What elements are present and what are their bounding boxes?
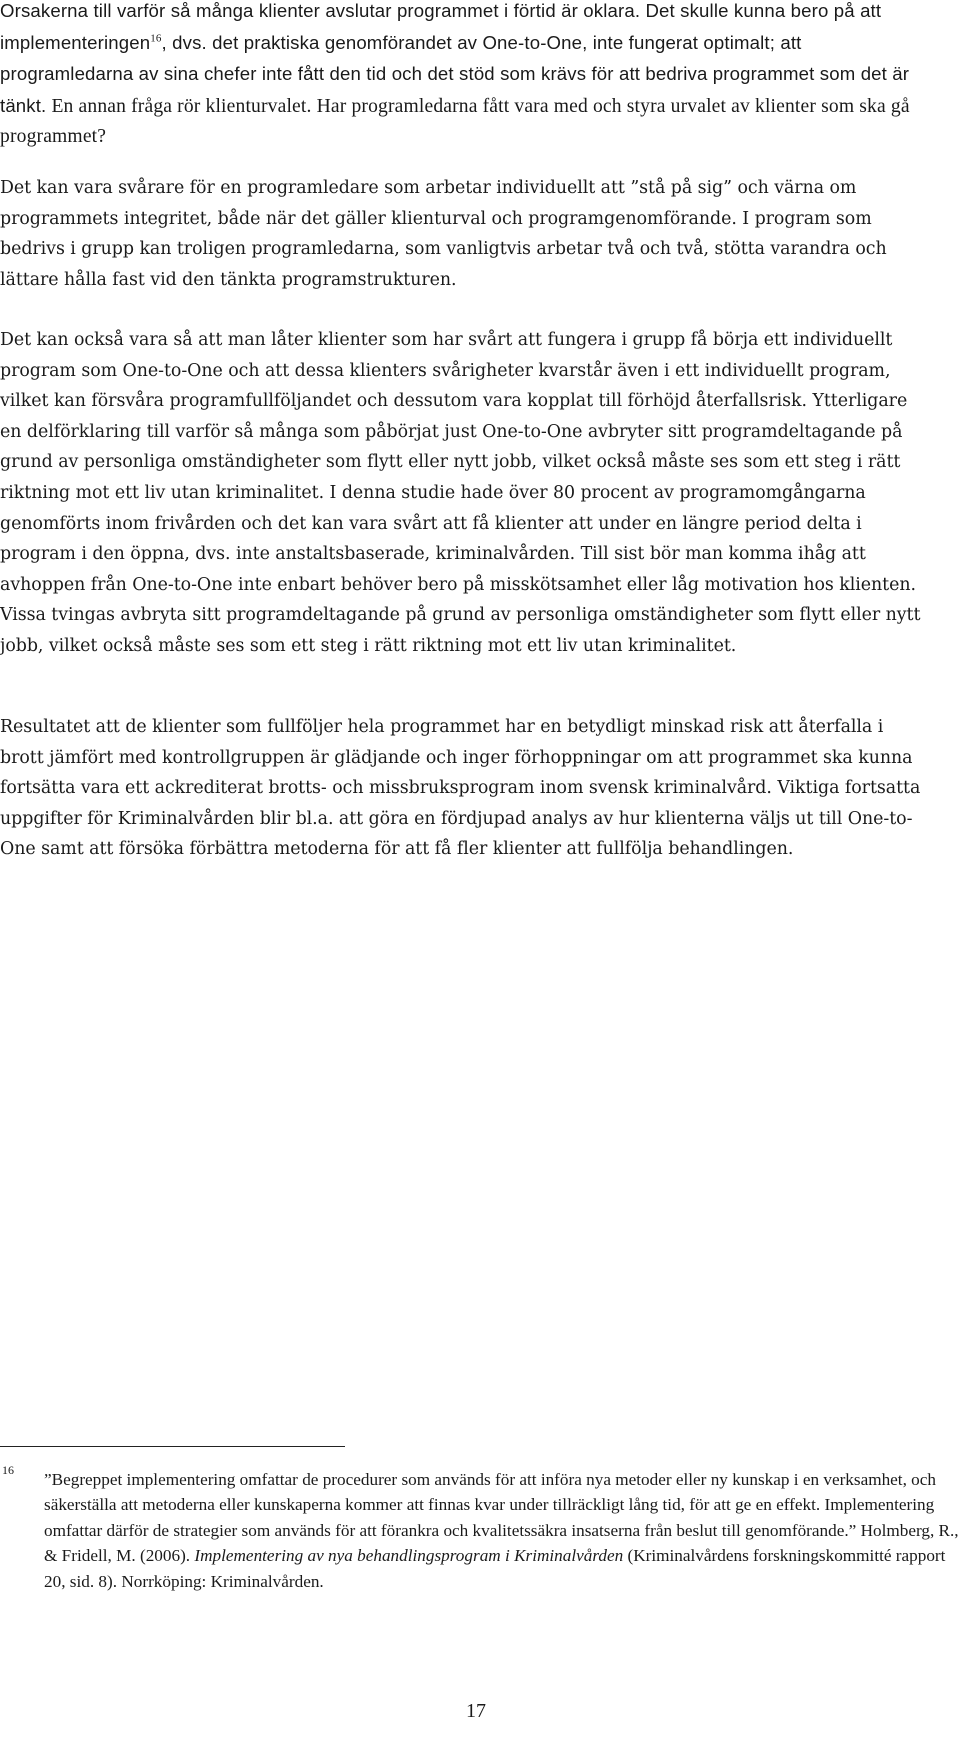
footnote-reference[interactable]: 16: [150, 31, 162, 44]
paragraph-3: Det kan också vara så att man låter klienter som har svårt att fungera i grupp få börja ett individuellt program som One-to-One och att dessa klienters svårigheter kvarstår även i ett individuellt program, vilket kan försvåra programfullföljandet och dessutom vara kopplat till förhöjd återfallsrisk. Ytterligare en delförklaring till varför så många som påbörjat just One-to-One avbryter sitt programdeltagande på grund av personliga omständigheter som flytt eller nytt jobb, vilket också måste ses som ett steg i rätt riktning mot ett liv utan kriminalitet. I denna studie hade över 80 procent av programomgångarna genomförts inom frivården och det kan vara svårt att få klienter att under en längre period delta i program i den öppna, dvs. inte anstaltsbaserade, kriminalvården. Till sist bör man komma ihåg att avhoppen från One-to-One inte enbart behöver bero på misskötsamhet eller låg motivation hos klienten. Vissa tvingas avbryta sitt programdeltagande på grund av personliga omständigheter som flytt eller nytt jobb, vilket också måste ses som ett steg i rätt riktning mot ett liv utan kriminalitet.: [0, 330, 921, 656]
paragraph-1-sans-text-continued: , dvs. det praktiska genomförandet av One-to-One, inte fungerat optimalt; att programledarna av sina chefer inte fått den tid och det stöd som krävs för att bedriva programmet som det är tänkt.: [0, 31, 910, 116]
paragraph-2: Det kan vara svårare för en programledare som arbetar individuellt att ”stå på sig” och värna om programmets integritet, både när det gäller klienturval och programgenomförande. I program som bedrivs i grupp kan troligen programledarna, som vanligtvis arbetar två och två, stötta varandra och lättare hålla fast vid den tänkta programstrukturen.: [0, 178, 887, 290]
page-number: 17: [466, 1700, 486, 1722]
paragraph-1-serif-text: En annan fråga rör klienturvalet. Har programledarna fått vara med och styra urvalet av klienter som ska gå programmet?: [0, 95, 910, 147]
footnote-citation-tail: (Kriminalvårdens forskningskommitté rapport 20, sid. 8). Norrköping: Kriminalvården.: [44, 1546, 946, 1591]
paragraph-1-sans-text: Orsakerna till varför så många klienter avslutar programmet i förtid är oklara. Det skulle kunna bero på att implementeringen: [0, 0, 882, 53]
footnote-text: [44, 1467, 960, 1594]
footnote-divider: [0, 1446, 345, 1447]
paragraph-1: [0, 0, 930, 153]
footnote-body: ”Begreppet implementering omfattar de procedurer som används för att införa nya metoder eller ny kunskap i en verksamhet, och säkerställa att metoderna eller kunskaperna kommer att finnas kvar under tillräckligt lång tid, för att ge en effekt. Implementering omfattar därför de strategier som används för att förankra och kvalitetssäkra insatserna från beslut till genomförande.” Holmberg, R., & Fridell, M. (2006).: [44, 1470, 959, 1566]
paragraph-4: Resultatet att de klienter som fullföljer hela programmet har en betydligt minskad risk att återfalla i brott jämfört med kontrollgruppen är glädjande och inger förhoppningar om att programmet ska kunna fortsätta vara ett ackrediterat brotts- och missbruksprogram inom svensk kriminalvård. Viktiga fortsatta uppgifter för Kriminalvården blir bl.a. att göra en fördjupad analys av hur klienterna väljs ut till One-to-One samt att försöka förbättra metoderna för att få fler klienter att fullfölja behandlingen.: [0, 717, 921, 860]
footnote-cited-title: Implementering av nya behandlingsprogram i Kriminalvården: [194, 1546, 624, 1566]
footnote-number: 16: [2, 1463, 14, 1477]
